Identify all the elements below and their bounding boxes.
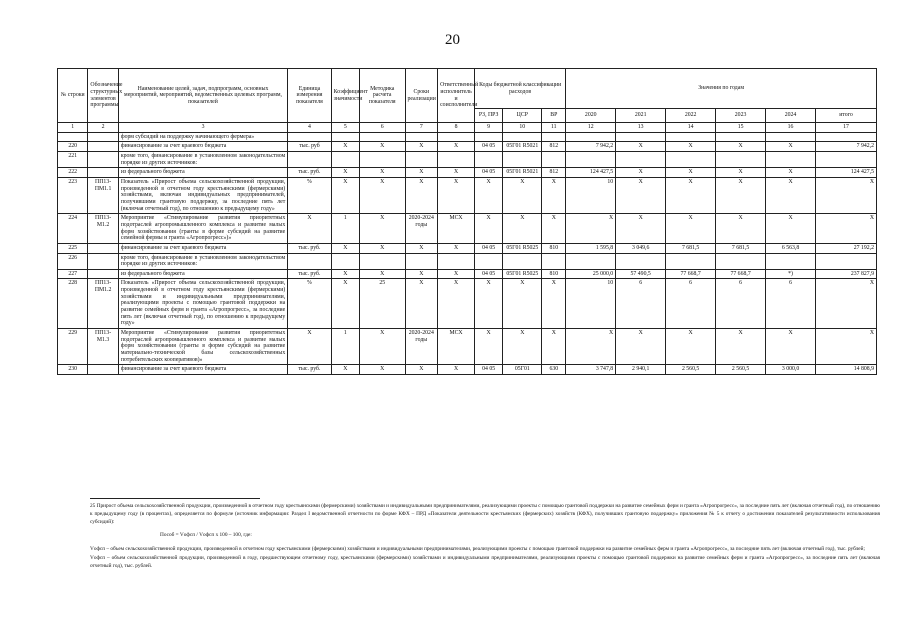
- cell-code-rz: [475, 151, 503, 167]
- cell-structural-code: ПП13-М1.2: [88, 214, 118, 244]
- cell-item-name: из федерального бюджета: [118, 269, 287, 279]
- cell-value-2024: 3 000,0: [766, 365, 816, 375]
- cell-value-2021: 6: [616, 279, 666, 329]
- cell-value-2021: 57 490,5: [616, 269, 666, 279]
- cell-item-name: финансирование за счет краевого бюджета: [118, 365, 287, 375]
- cell-coefficient: Х: [331, 142, 359, 152]
- cell-row-number: 222: [58, 168, 88, 178]
- table-row: [58, 142, 877, 152]
- cell-value-2022: Х: [666, 329, 716, 365]
- cell-coefficient: 1: [331, 329, 359, 365]
- cell-terms: Х: [405, 243, 438, 253]
- cell-structural-code: ПП13-М1.3: [88, 329, 118, 365]
- cell-value-2022: Х: [666, 214, 716, 244]
- cell-value-total: 124 427,5: [816, 168, 877, 178]
- cell-code-vr: 810: [542, 243, 566, 253]
- cell-structural-code: [88, 243, 118, 253]
- program-indicators-table: [57, 68, 877, 375]
- cell-value-2020: 124 427,5: [566, 168, 616, 178]
- table-row: [58, 365, 877, 375]
- cell-item-name: Показатель «Прирост объема сельскохозяйственной продукции, произведенной в отчетном году крестьянскими (фермерскими) хозяйствами, включая индивидуальных предпринимателей, получившими грантовую поддержку, за последние пять лет (включая отчетный год), по отношению к предыдущему году»: [118, 177, 287, 213]
- header-responsible: Ответственный исполнитель и соисполнители: [438, 69, 475, 123]
- cell-row-number: 227: [58, 269, 88, 279]
- cell-terms: Х: [405, 168, 438, 178]
- table-row: [58, 168, 877, 178]
- cell-code-vr: 630: [542, 365, 566, 375]
- column-number: 5: [331, 123, 359, 133]
- cell-value-2020: [566, 132, 616, 142]
- cell-terms: 2020-2024 годы: [405, 214, 438, 244]
- cell-coefficient: [331, 253, 359, 269]
- cell-coefficient: Х: [331, 365, 359, 375]
- column-number: 1: [58, 123, 88, 133]
- cell-code-rz: 04 05: [475, 365, 503, 375]
- cell-value-total: 27 192,2: [816, 243, 877, 253]
- cell-structural-code: [88, 132, 118, 142]
- cell-unit: %: [288, 177, 331, 213]
- header-method: Методика расчета показателя: [359, 69, 405, 123]
- cell-code-rz: 04 05: [475, 142, 503, 152]
- cell-value-2020: 10: [566, 279, 616, 329]
- cell-code-vr: 812: [542, 168, 566, 178]
- table-row: [58, 243, 877, 253]
- header-vr: ВР: [542, 109, 566, 123]
- cell-value-2021: [616, 132, 666, 142]
- cell-code-csr: [503, 253, 542, 269]
- cell-row-number: 225: [58, 243, 88, 253]
- column-number: 15: [716, 123, 766, 133]
- cell-value-2024: [766, 132, 816, 142]
- cell-value-2021: 3 049,6: [616, 243, 666, 253]
- cell-row-number: 226: [58, 253, 88, 269]
- cell-code-rz: Х: [475, 329, 503, 365]
- cell-value-2023: 2 560,5: [716, 365, 766, 375]
- header-year-2020: 2020: [566, 109, 616, 123]
- cell-value-2020: Х: [566, 329, 616, 365]
- cell-responsible: [438, 132, 475, 142]
- cell-value-2023: [716, 151, 766, 167]
- cell-value-2020: [566, 151, 616, 167]
- header-total: итого: [816, 109, 877, 123]
- cell-unit: Х: [288, 329, 331, 365]
- cell-value-2024: Х: [766, 177, 816, 213]
- cell-value-2023: 7 681,5: [716, 243, 766, 253]
- cell-terms: Х: [405, 279, 438, 329]
- footnote-formula: Пособ = Vофсп / Vофсп х 100 – 100, где:: [160, 531, 252, 538]
- cell-value-2024: [766, 151, 816, 167]
- cell-unit: Х: [288, 214, 331, 244]
- cell-value-total: [816, 253, 877, 269]
- table-row: [58, 151, 877, 167]
- column-number: 3: [118, 123, 287, 133]
- cell-method: [359, 253, 405, 269]
- header-year-2023: 2023: [716, 109, 766, 123]
- cell-value-2021: [616, 151, 666, 167]
- header-coef: Коэффициент значимости: [331, 69, 359, 123]
- cell-value-2024: Х: [766, 214, 816, 244]
- cell-value-2024: Х: [766, 142, 816, 152]
- cell-value-2020: 3 747,8: [566, 365, 616, 375]
- cell-responsible: Х: [438, 365, 475, 375]
- cell-code-vr: Х: [542, 177, 566, 213]
- cell-value-2024: *): [766, 269, 816, 279]
- cell-responsible: Х: [438, 243, 475, 253]
- header-structural: Обозначение структурных элементов программы: [88, 69, 118, 123]
- cell-terms: [405, 132, 438, 142]
- cell-item-name: Показатель «Прирост объема сельскохозяйственной продукции, произведенной в отчетном году крестьянскими (фермерскими) хозяйствами и индивидуальными предпринимателями, реализующими проекты с помощью грантовой поддержки на развитие семейных ферм и гранта «Агропрогресс», за последние пять лет (включая отчетный год), по отношению к предыдущему году»: [118, 279, 287, 329]
- cell-value-total: [816, 132, 877, 142]
- cell-method: [359, 132, 405, 142]
- cell-value-2023: 6: [716, 279, 766, 329]
- cell-terms: [405, 151, 438, 167]
- cell-value-2022: 77 668,7: [666, 269, 716, 279]
- cell-coefficient: Х: [331, 269, 359, 279]
- cell-coefficient: [331, 151, 359, 167]
- cell-code-csr: Х: [503, 214, 542, 244]
- cell-code-vr: 812: [542, 142, 566, 152]
- header-terms: Сроки реализации: [405, 69, 438, 123]
- cell-value-2024: 6: [766, 279, 816, 329]
- cell-structural-code: [88, 269, 118, 279]
- cell-method: Х: [359, 214, 405, 244]
- cell-code-vr: 810: [542, 269, 566, 279]
- table-row: [58, 279, 877, 329]
- cell-value-2022: Х: [666, 142, 716, 152]
- cell-value-2020: Х: [566, 214, 616, 244]
- cell-code-csr: 05Г01 R5025: [503, 243, 542, 253]
- cell-code-rz: 04 05: [475, 168, 503, 178]
- cell-value-2021: Х: [616, 177, 666, 213]
- cell-responsible: МСХ: [438, 329, 475, 365]
- column-number: 4: [288, 123, 331, 133]
- cell-responsible: Х: [438, 279, 475, 329]
- cell-code-vr: [542, 132, 566, 142]
- cell-value-2023: Х: [716, 329, 766, 365]
- cell-item-name: из федерального бюджета: [118, 168, 287, 178]
- cell-code-rz: 04 05: [475, 269, 503, 279]
- table-row: [58, 329, 877, 365]
- cell-terms: Х: [405, 142, 438, 152]
- column-number: 16: [766, 123, 816, 133]
- cell-value-2020: 1 595,8: [566, 243, 616, 253]
- cell-structural-code: ПП13-ПМ1.2: [88, 279, 118, 329]
- column-number: 12: [566, 123, 616, 133]
- cell-code-vr: Х: [542, 279, 566, 329]
- cell-structural-code: ПП13-ПМ1.1: [88, 177, 118, 213]
- table-body: [58, 132, 877, 374]
- cell-structural-code: [88, 365, 118, 375]
- cell-value-2023: Х: [716, 142, 766, 152]
- column-number: 17: [816, 123, 877, 133]
- footnote-separator: [90, 498, 260, 499]
- cell-unit: тыс. руб: [288, 142, 331, 152]
- cell-code-vr: [542, 151, 566, 167]
- cell-method: Х: [359, 142, 405, 152]
- cell-value-2023: Х: [716, 214, 766, 244]
- header-csr: ЦСР: [503, 109, 542, 123]
- cell-value-2020: 7 942,2: [566, 142, 616, 152]
- cell-item-name: Мероприятие «Стимулирование развития приоритетных подотраслей агропромышленного комплекса и развитие малых форм хозяйствования (гранты в форме субсидий на развитие семейной фермы и гранта «Агропрогресс»)»: [118, 214, 287, 244]
- table-row: [58, 269, 877, 279]
- cell-code-csr: Х: [503, 329, 542, 365]
- cell-terms: [405, 253, 438, 269]
- page-number: 20: [445, 32, 460, 48]
- cell-coefficient: Х: [331, 243, 359, 253]
- table-row: [58, 253, 877, 269]
- cell-code-csr: 05Г01: [503, 365, 542, 375]
- cell-item-name: кроме того, финансирование в установленном законодательством порядке из других источников:: [118, 151, 287, 167]
- cell-responsible: МСХ: [438, 214, 475, 244]
- cell-value-total: [816, 151, 877, 167]
- cell-method: Х: [359, 168, 405, 178]
- column-number: 7: [405, 123, 438, 133]
- cell-code-rz: Х: [475, 214, 503, 244]
- cell-value-total: 14 808,9: [816, 365, 877, 375]
- footnote-definition: Vофсп – объем сельскохозяйственной продукции, произведенной в году, предшествующем отчетному году, крестьянскими (фермерскими) хозяйствами и индивидуальными предпринимателями, реализующими проекты с помощью грантовой поддержки на развитие семейных ферм и гранта «Агропрогресс», за последние пять лет (включая отчетный год), тыс. рублей.: [90, 554, 880, 569]
- cell-value-total: Х: [816, 177, 877, 213]
- cell-value-2022: Х: [666, 177, 716, 213]
- cell-method: Х: [359, 177, 405, 213]
- cell-terms: Х: [405, 269, 438, 279]
- header-year-2024: 2024: [766, 109, 816, 123]
- cell-code-csr: Х: [503, 279, 542, 329]
- cell-code-csr: 05Г01 R5021: [503, 168, 542, 178]
- cell-value-2023: [716, 132, 766, 142]
- cell-value-2022: 2 560,5: [666, 365, 716, 375]
- cell-item-name: финансирование за счет краевого бюджета: [118, 142, 287, 152]
- cell-code-csr: Х: [503, 177, 542, 213]
- cell-structural-code: [88, 168, 118, 178]
- cell-item-name: форм субсидий на поддержку начинающего фермера»: [118, 132, 287, 142]
- cell-value-2022: [666, 132, 716, 142]
- cell-value-total: 237 827,9: [816, 269, 877, 279]
- cell-unit: тыс. руб.: [288, 243, 331, 253]
- column-number: 13: [616, 123, 666, 133]
- cell-code-rz: 04 05: [475, 243, 503, 253]
- cell-value-2023: Х: [716, 168, 766, 178]
- cell-unit: %: [288, 279, 331, 329]
- cell-value-2021: [616, 253, 666, 269]
- cell-structural-code: [88, 151, 118, 167]
- cell-value-2022: Х: [666, 168, 716, 178]
- cell-structural-code: [88, 142, 118, 152]
- column-number: 10: [503, 123, 542, 133]
- cell-coefficient: Х: [331, 168, 359, 178]
- cell-code-vr: Х: [542, 329, 566, 365]
- cell-value-2024: 6 563,8: [766, 243, 816, 253]
- column-number: 6: [359, 123, 405, 133]
- cell-responsible: Х: [438, 177, 475, 213]
- cell-value-2023: 77 668,7: [716, 269, 766, 279]
- cell-code-rz: Х: [475, 279, 503, 329]
- column-number: 2: [88, 123, 118, 133]
- cell-coefficient: Х: [331, 279, 359, 329]
- cell-code-csr: [503, 151, 542, 167]
- column-number: 14: [666, 123, 716, 133]
- cell-code-vr: Х: [542, 214, 566, 244]
- cell-code-rz: Х: [475, 177, 503, 213]
- cell-responsible: Х: [438, 269, 475, 279]
- footnote-definition: Vофсп – объем сельскохозяйственной продукции, произведенной в отчетном году крестьянскими (фермерскими) хозяйствами и индивидуальными предпринимателями, реализующими проекты с помощью грантовой поддержки на развитие семейных ферм и гранта «Агропрогресс», за последние пять лет (включая отчетный год), тыс. рублей;: [90, 545, 865, 552]
- cell-code-vr: [542, 253, 566, 269]
- cell-unit: тыс. руб.: [288, 365, 331, 375]
- cell-value-2022: [666, 253, 716, 269]
- cell-value-2024: Х: [766, 329, 816, 365]
- cell-row-number: 228: [58, 279, 88, 329]
- cell-row-number: 224: [58, 214, 88, 244]
- cell-coefficient: Х: [331, 177, 359, 213]
- cell-responsible: Х: [438, 142, 475, 152]
- cell-row-number: 221: [58, 151, 88, 167]
- cell-structural-code: [88, 253, 118, 269]
- cell-value-2023: [716, 253, 766, 269]
- cell-value-2021: Х: [616, 142, 666, 152]
- cell-unit: тыс. руб.: [288, 269, 331, 279]
- column-number: 9: [475, 123, 503, 133]
- cell-method: Х: [359, 269, 405, 279]
- cell-method: [359, 151, 405, 167]
- cell-item-name: финансирование за счет краевого бюджета: [118, 243, 287, 253]
- header-year-2021: 2021: [616, 109, 666, 123]
- cell-method: Х: [359, 365, 405, 375]
- cell-unit: [288, 151, 331, 167]
- cell-value-2020: 10: [566, 177, 616, 213]
- cell-responsible: [438, 253, 475, 269]
- cell-code-csr: 05Г01 R5021: [503, 142, 542, 152]
- cell-coefficient: 1: [331, 214, 359, 244]
- cell-responsible: Х: [438, 168, 475, 178]
- header-year-2022: 2022: [666, 109, 716, 123]
- cell-value-2021: Х: [616, 214, 666, 244]
- cell-value-2021: Х: [616, 168, 666, 178]
- cell-code-csr: 05Г01 R5025: [503, 269, 542, 279]
- footnotes: [90, 503, 880, 572]
- cell-item-name: кроме того, финансирование в установленном законодательством порядке из других источников:: [118, 253, 287, 269]
- cell-row-number: 220: [58, 142, 88, 152]
- cell-value-2022: 7 681,5: [666, 243, 716, 253]
- cell-terms: Х: [405, 177, 438, 213]
- cell-method: Х: [359, 243, 405, 253]
- cell-value-2022: [666, 151, 716, 167]
- cell-value-2024: Х: [766, 168, 816, 178]
- cell-unit: тыс. руб.: [288, 168, 331, 178]
- table-row: [58, 214, 877, 244]
- header-unit: Единица измерения показателя: [288, 69, 331, 123]
- header-values-by-year: Значения по годам: [566, 69, 877, 109]
- cell-coefficient: [331, 132, 359, 142]
- table-row: [58, 177, 877, 213]
- cell-row-number: 223: [58, 177, 88, 213]
- table-row: [58, 132, 877, 142]
- header-name: Наименование целей, задач, подпрограмм, основных мероприятий, мероприятий, ведомственных целевых программ, показателей: [118, 69, 287, 123]
- cell-value-2021: Х: [616, 329, 666, 365]
- cell-value-2021: 2 940,1: [616, 365, 666, 375]
- cell-responsible: [438, 151, 475, 167]
- cell-code-rz: [475, 132, 503, 142]
- cell-row-number: 230: [58, 365, 88, 375]
- cell-code-rz: [475, 253, 503, 269]
- cell-code-csr: [503, 132, 542, 142]
- column-number: 8: [438, 123, 475, 133]
- cell-value-2020: [566, 253, 616, 269]
- header-budget-codes: Коды бюджетной классификации расходов: [475, 69, 566, 109]
- header-row-no: № строки: [58, 69, 88, 123]
- header-rz: РЗ, ПРЗ: [475, 109, 503, 123]
- cell-value-total: Х: [816, 214, 877, 244]
- cell-value-2024: [766, 253, 816, 269]
- cell-method: Х: [359, 329, 405, 365]
- cell-value-total: 7 942,2: [816, 142, 877, 152]
- cell-value-total: Х: [816, 329, 877, 365]
- cell-method: 25: [359, 279, 405, 329]
- cell-unit: [288, 253, 331, 269]
- cell-terms: Х: [405, 365, 438, 375]
- cell-item-name: Мероприятие «Стимулирование развития приоритетных подотраслей агропромышленного комплекса и развитие малых форм хозяйствования (гранты в форме субсидий на развитие материально-технической базы сельскохозяйственных потребительских кооперативов)»: [118, 329, 287, 365]
- footnote-text: 25 Прирост объема сельскохозяйственной продукции, произведенной в отчетном году крестьянскими (фермерскими) хозяйствами и индивидуальными предпринимателями, реализующими проекты с помощью грантовой поддержки на развитие семейных ферм и гранта «Агропрогресс», за последние пять лет (включая отчетный год), по отношению к предыдущему году (в процентах), определяется по формуле (источник информации: Раздел I ведомственной отчетности по форме КФХ – ПРД «Показатели деятельности крестьянских (фермерских) хозяйств (КФХ), получивших грантовую поддержку» приложения № 5 к отчету о достижении показателей результативности использования субсидий):: [90, 503, 880, 525]
- cell-value-2023: Х: [716, 177, 766, 213]
- cell-row-number: [58, 132, 88, 142]
- cell-value-total: Х: [816, 279, 877, 329]
- cell-terms: 2020-2024 годы: [405, 329, 438, 365]
- cell-value-2022: 6: [666, 279, 716, 329]
- cell-row-number: 229: [58, 329, 88, 365]
- cell-unit: [288, 132, 331, 142]
- column-number: 11: [542, 123, 566, 133]
- cell-value-2020: 25 000,0: [566, 269, 616, 279]
